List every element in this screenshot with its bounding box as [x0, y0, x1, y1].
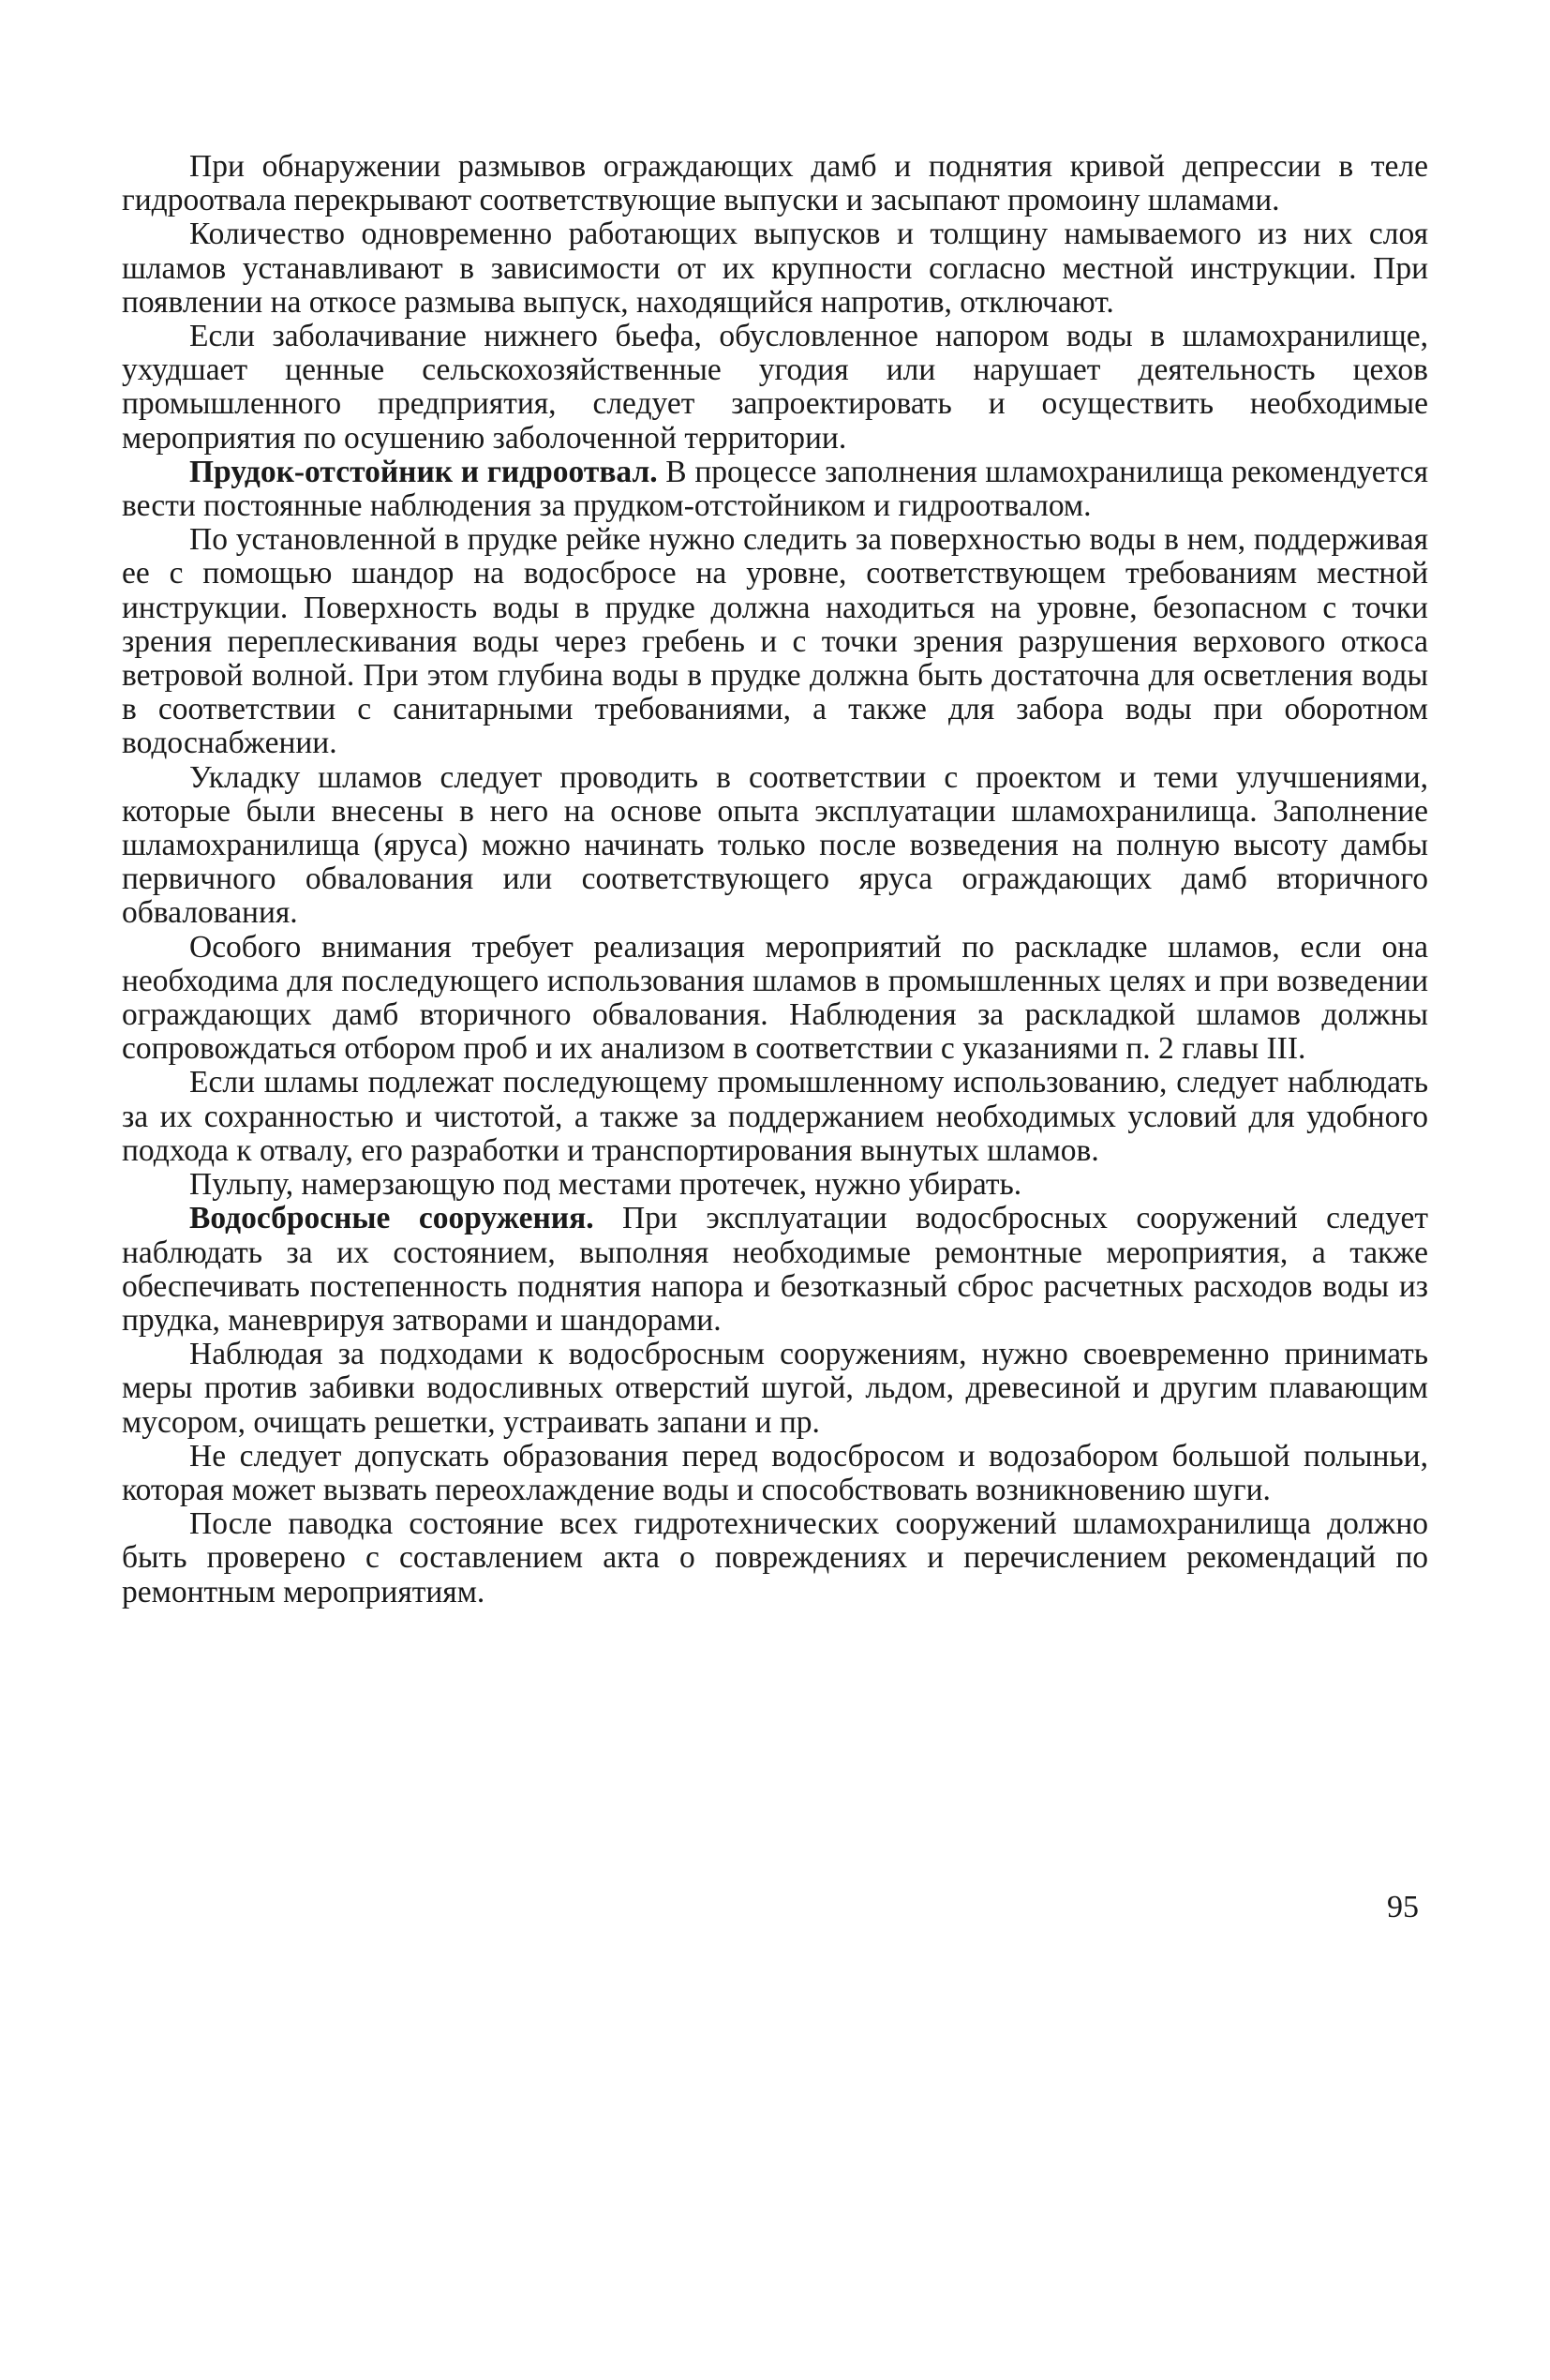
paragraph-7: Особого внимания требует реализация мероприятий по раскладке шламов, если она необходима для последующего использования шламов в промышленных целях и при возведении ограждающих дамб вторичного обвалования. Наблюдения за раскладкой шламов должны сопровождаться отбором проб и их анализом в соответствии с указаниями п. 2 главы III. [122, 929, 1428, 1067]
paragraph-3: Если заболачивание нижнего бьефа, обусловленное напором воды в шламохранилище, ухудшает ценные сельскохозяйственные угодия или нарушает деятельность цехов промышленного предприятия, следует запроектировать и осуществить необходимые мероприятия по осушению заболоченной территории. [122, 319, 1428, 456]
page-body [122, 150, 1428, 1609]
paragraph-12: Не следует допускать образования перед водосбросом и водозабором большой полыньи, которая может вызвать переохлаждение воды и способствовать возникновению шуги. [122, 1438, 1428, 1507]
paragraph-13: После паводка состояние всех гидротехнических сооружений шламохранилища должно быть проверено с составлением акта о повреждениях и перечислением рекомендаций по ремонтным мероприятиям. [122, 1506, 1428, 1609]
paragraph-11: Наблюдая за подходами к водосбросным сооружениям, нужно своевременно принимать меры против забивки водосливных отверстий шугой, льдом, древесиной и другим плавающим мусором, очищать решетки, устраивать запани и пр. [122, 1337, 1428, 1440]
paragraph-6: Укладку шламов следует проводить в соответствии с проектом и теми улучшениями, которые были внесены в него на основе опыта эксплуатации шламохранилища. Заполнение шламохранилища (яруса) можно начинать только после возведения на полную высоту дамбы первичного обвалования или соответствующего яруса ограждающих дамб вторичного обвалования. [122, 759, 1428, 931]
paragraph-10-section-heading: Водосбросные сооружения. При эксплуатации водосбросных сооружений следует наблюдать за их состоянием, выполняя необходимые ремонтные мероприятия, а также обеспечивать постепенность поднятия напора и безотказный сброс расчетных расходов воды из прудка, маневрируя затворами и шандорами. [122, 1201, 1428, 1338]
paragraph-4-section-heading: Прудок-отстойник и гидроотвал. В процессе заполнения шламохранилища рекомендуется вести постоянные наблюдения за прудком-отстойником и гидроотвалом. [122, 454, 1428, 524]
paragraph-5: По установленной в прудке рейке нужно следить за поверхностью воды в нем, поддерживая ее с помощью шандор на водосбросе на уровне, соответствующем требованиям местной инструкции. Поверхность воды в прудке должна находиться на уровне, безопасном с точки зрения переплескивания воды через гребень и с точки зрения разрушения верхового откоса ветровой волной. При этом глубина воды в прудке должна быть достаточна для осветления воды в соответствии с санитарными требованиями, а также для забора воды при оборотном водоснабжении. [122, 522, 1428, 761]
section-heading-vodosbros: Водосбросные сооружения. [189, 1201, 594, 1236]
paragraph-2: Количество одновременно работающих выпусков и толщину намываемого из них слоя шламов устанавливают в зависимости от их крупности согласно местной инструкции. При появлении на откосе размыва выпуск, находящийся напротив, отключают. [122, 217, 1428, 320]
paragraph-9: Пульпу, намерзающую под местами протечек, нужно убирать. [189, 1167, 1022, 1203]
paragraph-1: При обнаружении размывов ограждающих дамб и поднятия кривой депрессии в теле гидроотвала перекрывают соответствующие выпуски и засыпают промоину шламами. [122, 149, 1428, 218]
paragraph-8: Если шламы подлежат последующему промышленному использованию, следует наблюдать за их сохранностью и чистотой, а также за поддержанием необходимых условий для удобного подхода к отвалу, его разработки и транспортирования вынутых шламов. [122, 1065, 1428, 1168]
section-heading-prudok: Прудок-отстойник и гидроотвал. [189, 454, 658, 489]
page-number: 95 [1387, 1890, 1419, 1924]
